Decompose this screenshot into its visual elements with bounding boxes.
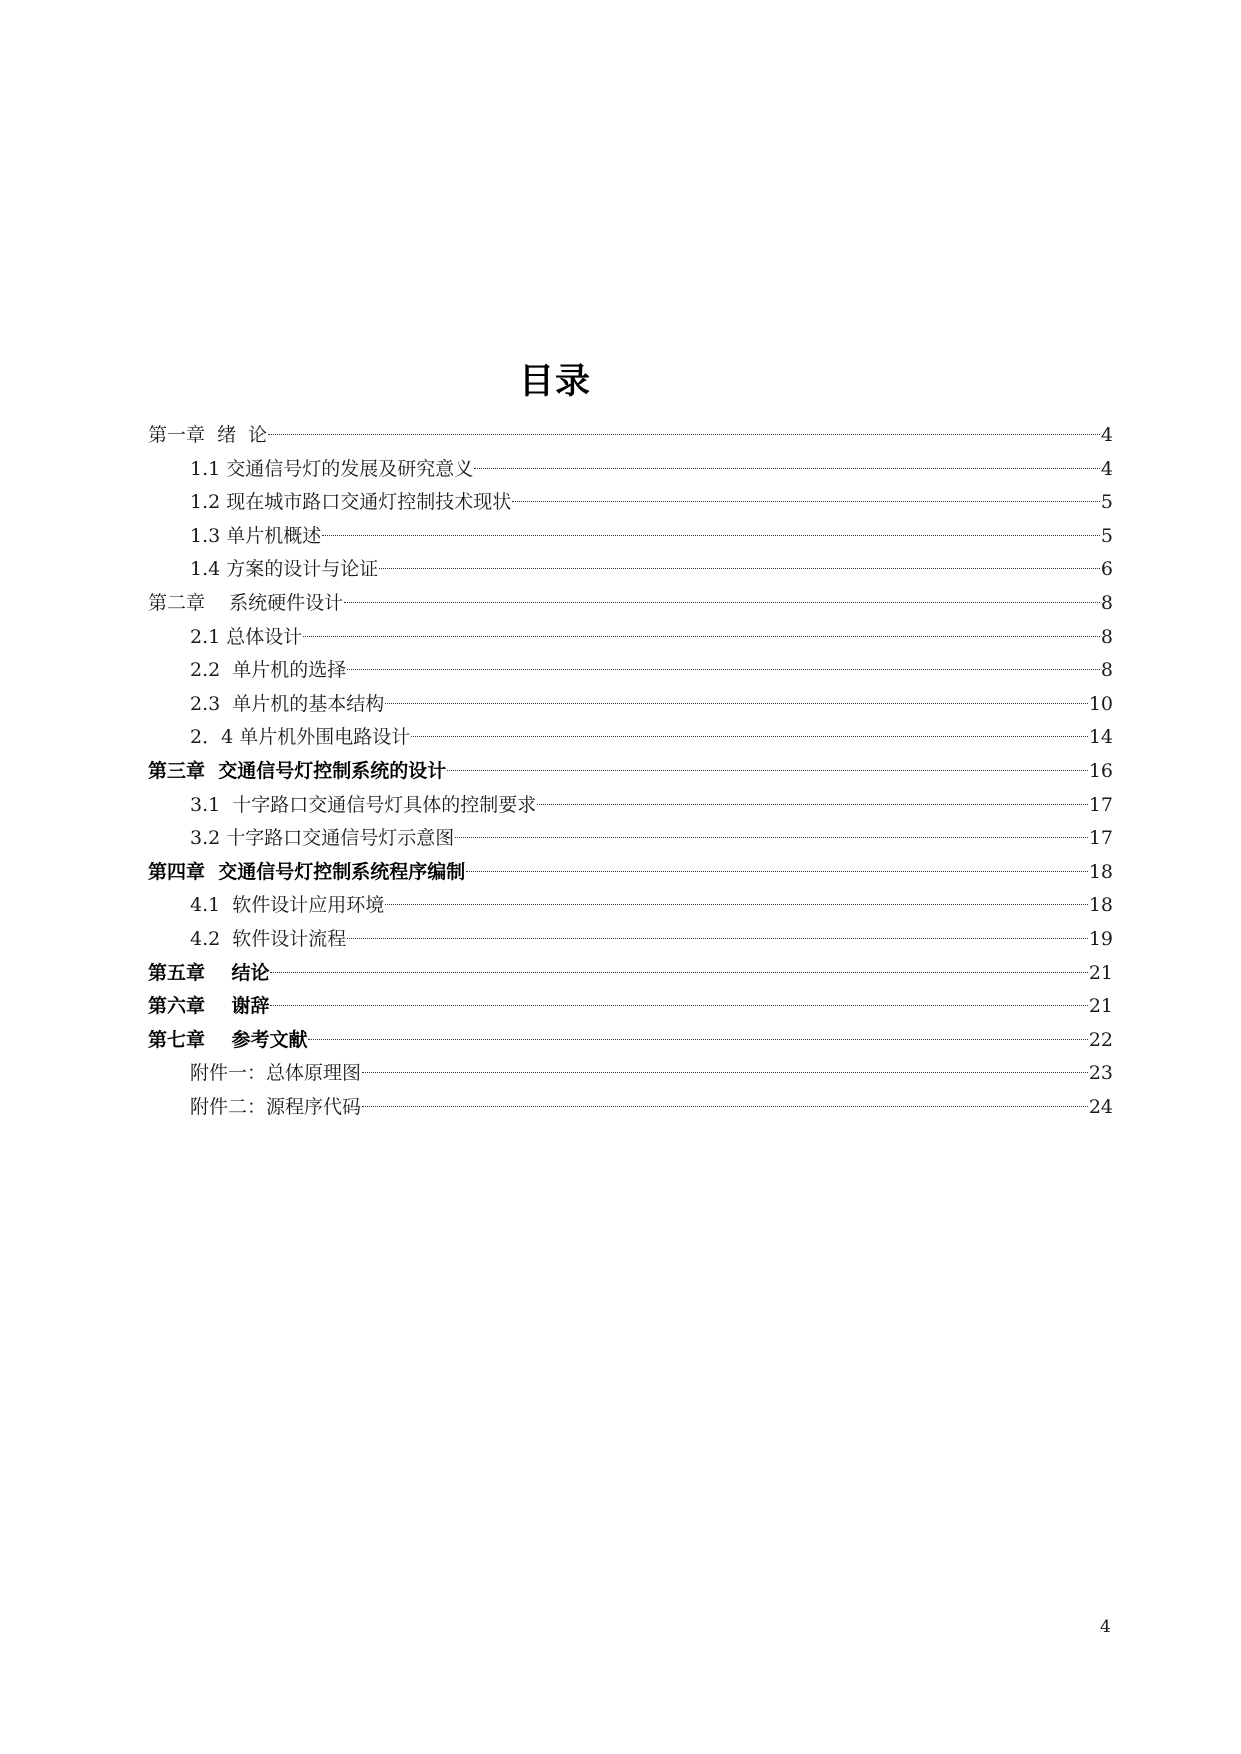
dot-leader <box>344 602 1100 603</box>
toc-entry[interactable] <box>148 889 1113 923</box>
toc-entry[interactable] <box>148 654 1113 688</box>
toc-entry-page: 21 <box>1088 961 1113 984</box>
toc-entry-page: 4 <box>1100 457 1113 480</box>
toc-entry-page: 24 <box>1088 1095 1113 1118</box>
dot-leader <box>347 669 1100 670</box>
toc-entry[interactable] <box>148 1057 1113 1091</box>
toc-entry-page: 5 <box>1100 524 1113 547</box>
toc-entry-label: 4.1 软件设计应用环境 <box>190 894 385 917</box>
dot-leader <box>455 837 1088 838</box>
toc-entry-page: 18 <box>1088 894 1113 917</box>
toc-entry-label: 附件一：总体原理图 <box>190 1062 362 1085</box>
toc-entry-page: 8 <box>1100 625 1113 648</box>
toc-entry-page: 17 <box>1088 827 1113 850</box>
toc-entry-label: 2．4 单片机外围电路设计 <box>190 726 411 749</box>
dot-leader <box>270 972 1087 973</box>
dot-leader <box>362 1072 1088 1073</box>
toc-entry[interactable] <box>148 587 1113 621</box>
dot-leader <box>411 736 1088 737</box>
toc-entry[interactable] <box>148 721 1113 755</box>
toc-entry-label: 1.4 方案的设计与论证 <box>190 558 379 581</box>
table-of-contents <box>148 419 1113 1124</box>
toc-entry-label: 第五章 结论 <box>148 961 270 984</box>
toc-entry[interactable] <box>148 789 1113 823</box>
toc-entry-label: 第二章 系统硬件设计 <box>148 591 344 614</box>
toc-entry-page: 10 <box>1088 692 1113 715</box>
toc-entry[interactable] <box>148 856 1113 890</box>
toc-entry[interactable] <box>148 486 1113 520</box>
dot-leader <box>308 1039 1087 1040</box>
toc-entry-label: 第七章 参考文献 <box>148 1028 308 1051</box>
dot-leader <box>537 804 1088 805</box>
dot-leader <box>474 468 1100 469</box>
toc-entry[interactable] <box>148 1024 1113 1058</box>
toc-entry-page: 23 <box>1088 1062 1113 1085</box>
toc-entry-label: 4.2 软件设计流程 <box>190 927 347 950</box>
toc-entry-label: 1.1 交通信号灯的发展及研究意义 <box>190 457 474 480</box>
toc-entry-page: 17 <box>1088 793 1113 816</box>
toc-entry-page: 8 <box>1100 591 1113 614</box>
toc-entry-label: 3.2 十字路口交通信号灯示意图 <box>190 827 455 850</box>
toc-entry-label: 2.1 总体设计 <box>190 625 303 648</box>
dot-leader <box>385 904 1088 905</box>
toc-entry[interactable] <box>148 453 1113 487</box>
toc-title: 目录 <box>518 362 591 402</box>
toc-entry-page: 18 <box>1088 860 1113 883</box>
dot-leader <box>385 703 1088 704</box>
toc-entry[interactable] <box>148 755 1113 789</box>
dot-leader <box>268 434 1100 435</box>
toc-entry-page: 14 <box>1088 726 1113 749</box>
dot-leader <box>303 636 1100 637</box>
page-number: 4 <box>1100 1617 1111 1637</box>
toc-entry[interactable] <box>148 1091 1113 1125</box>
toc-entry[interactable] <box>148 990 1113 1024</box>
dot-leader <box>466 871 1088 872</box>
toc-entry[interactable] <box>148 419 1113 453</box>
toc-entry[interactable] <box>148 553 1113 587</box>
toc-entry-page: 22 <box>1088 1028 1113 1051</box>
toc-entry-page: 21 <box>1088 995 1113 1018</box>
toc-entry-label: 第一章 绪 论 <box>148 424 268 446</box>
toc-entry-label: 3.1 十字路口交通信号灯具体的控制要求 <box>190 793 537 816</box>
toc-entry-label: 附件二：源程序代码 <box>190 1095 362 1118</box>
toc-entry[interactable] <box>148 957 1113 991</box>
toc-entry-label: 第四章 交通信号灯控制系统程序编制 <box>148 860 466 883</box>
dot-leader <box>270 1005 1087 1006</box>
toc-entry-page: 16 <box>1088 759 1113 782</box>
toc-entry-page: 4 <box>1100 424 1113 446</box>
toc-entry-page: 6 <box>1100 558 1113 581</box>
toc-entry-label: 第六章 谢辞 <box>148 995 270 1018</box>
toc-entry[interactable] <box>148 621 1113 655</box>
toc-entry[interactable] <box>148 520 1113 554</box>
toc-entry-label: 第三章 交通信号灯控制系统的设计 <box>148 759 447 782</box>
toc-entry-page: 8 <box>1100 659 1113 682</box>
toc-entry-page: 5 <box>1100 491 1113 514</box>
toc-entry-page: 19 <box>1088 927 1113 950</box>
toc-entry[interactable] <box>148 822 1113 856</box>
dot-leader <box>322 535 1100 536</box>
toc-entry-label: 1.2 现在城市路口交通灯控制技术现状 <box>190 491 512 514</box>
dot-leader <box>447 770 1088 771</box>
toc-entry-label: 2.3 单片机的基本结构 <box>190 692 385 715</box>
toc-entry[interactable] <box>148 923 1113 957</box>
dot-leader <box>362 1106 1088 1107</box>
toc-entry[interactable] <box>148 688 1113 722</box>
toc-entry-label: 2.2 单片机的选择 <box>190 659 347 682</box>
dot-leader <box>347 938 1088 939</box>
toc-entry-label: 1.3 单片机概述 <box>190 524 322 547</box>
dot-leader <box>379 568 1100 569</box>
dot-leader <box>512 501 1100 502</box>
